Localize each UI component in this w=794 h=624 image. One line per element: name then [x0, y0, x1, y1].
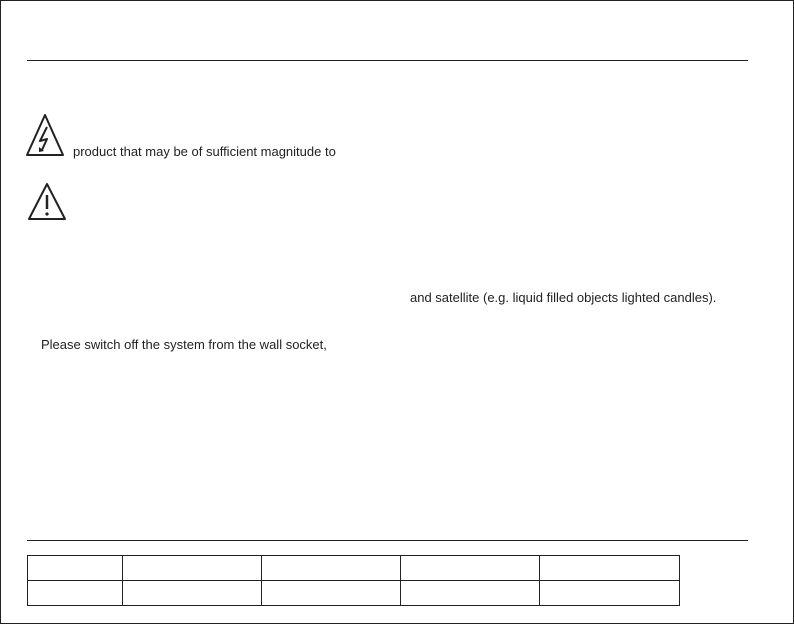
table-cell [123, 556, 262, 581]
table-cell [262, 556, 401, 581]
table-cell [401, 556, 540, 581]
moisture-warning-text: and satellite (e.g. liquid filled objects lighted candles). [410, 290, 717, 305]
table-row [28, 556, 680, 581]
table-cell [540, 556, 680, 581]
table-cell [262, 581, 401, 606]
table-cell [401, 581, 540, 606]
table-cell [28, 581, 123, 606]
table-cell [28, 556, 123, 581]
electric-shock-warning-icon [25, 113, 65, 157]
table-cell [540, 581, 680, 606]
bottom-divider [27, 540, 748, 541]
spec-table [27, 555, 680, 606]
switch-off-instruction: Please switch off the system from the wall socket, [41, 337, 327, 352]
table-row [28, 581, 680, 606]
shock-warning-text: product that may be of sufficient magnitude to [73, 144, 336, 159]
caution-exclamation-icon [27, 182, 67, 222]
top-divider [27, 60, 748, 61]
table-cell [123, 581, 262, 606]
